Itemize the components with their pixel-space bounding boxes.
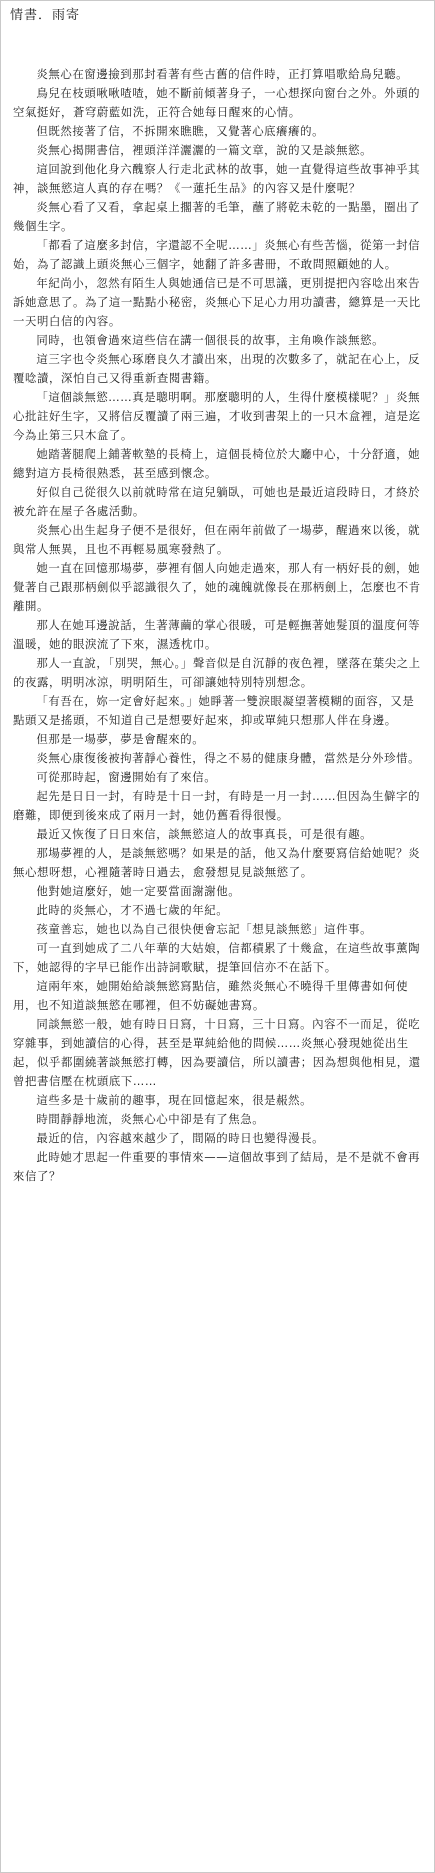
- document-title: 情書．雨寄: [10, 8, 81, 23]
- story-paragraph: 這回說到他化身六醜察人行走北武林的故事，她一直覺得這些故事神乎其神，談無慾這人真的存在嗎？《一蓮托生品》的內容又是什麼呢？: [13, 162, 421, 195]
- story-paragraph: 孩童善忘，她也以為自己很快便會忘記「想見談無慾」這件事。: [36, 922, 373, 936]
- story-paragraph: 她一直在回憶那場夢，夢裡有個人向她走過來，那人有一柄好長的劍，她覺著自己跟那柄劍似乎認識很久了，她的魂魄就像長在那柄劍上，怎麼也不肯離開。: [13, 561, 421, 613]
- story-paragraph: 「都看了這麼多封信，字還認不全呢……」炎無心有些苦惱，從第一封信始，為了認識上頭炎無心三個字，她翻了許多書冊，不敢問照顧她的人。: [13, 238, 421, 271]
- story-paragraph: 那人在她耳邊說話，生著薄繭的掌心很暖，可是輕撫著她髮頂的溫度何等溫暖，她的眼淚流了下來，濕透枕巾。: [13, 618, 421, 651]
- story-paragraph: 可一直到她成了二八年華的大姑娘，信都積累了十幾盒，在這些故事薰陶下，她認得的字早已能作出詩詞歌賦，提筆回信亦不在話下。: [13, 941, 421, 974]
- story-paragraph: 同時，也領會過來這些信在講一個很長的故事，主角喚作談無慾。: [36, 333, 385, 347]
- story-paragraph: 但既然接著了信，不拆開來瞧瞧，又覺著心底癢癢的。: [36, 124, 325, 138]
- story-paragraph: 好似自己從很久以前就時常在這兒躺臥，可她也是最近這段時日，才終於被允許在屋子各處活動。: [13, 485, 421, 518]
- story-paragraph: 最近又恢復了日日來信，談無慾這人的故事真長，可是很有趣。: [36, 827, 373, 841]
- story-paragraph: 鳥兒在枝頭啾啾喳喳，她不斷前傾著身子，一心想探向窗台之外。外頭的空氣挺好，蒼穹蔚藍如洗，正符合她每日醒來的心情。: [13, 86, 421, 119]
- story-body: [13, 65, 422, 1866]
- story-paragraph: 她踏著腿爬上鋪著軟墊的長椅上，這個長椅位於大廳中心，十分舒適，她總對這方長椅很熟悉，甚至感到懷念。: [13, 447, 421, 480]
- story-paragraph: 這三字也令炎無心琢磨良久才讀出來，出現的次數多了，就記在心上，反覆唸讀，深怕自己又得重新查閱書籍。: [13, 352, 421, 385]
- story-paragraph: 他對她這麼好，她一定要當面謝謝他。: [36, 884, 241, 898]
- story-paragraph: 這些多是十歲前的趣事，現在回憶起來，很是赧然。: [36, 1093, 313, 1107]
- story-paragraph: 這兩年來，她開始給談無慾寫點信，雖然炎無心不曉得千里傳書如何使用，也不知道談無慾在哪裡，但不妨礙她書寫。: [13, 979, 409, 1012]
- story-paragraph: 炎無心揭開書信，裡頭洋洋灑灑的一篇文章，說的又是談無慾。: [36, 143, 373, 157]
- story-paragraph: 那場夢裡的人，是談無慾嗎？如果是的話，他又為什麼要寫信給她呢？炎無心想呀想，心裡隨著時日過去，愈發想見見談無慾了。: [13, 846, 421, 879]
- story-paragraph: 炎無心出生起身子便不是很好，但在兩年前做了一場夢，醒過來以後，就與常人無異，且也不再輕易風寒發熱了。: [13, 523, 421, 556]
- story-paragraph: 可從那時起，窗邊開始有了來信。: [36, 770, 217, 784]
- story-paragraph: 起先是日日一封，有時是十日一封，有時是一月一封……但因為生僻字的磨難，即便到後來成了兩月一封，她仍舊看得很慢。: [13, 789, 421, 822]
- story-paragraph: 炎無心康復後被拘著靜心養性，得之不易的健康身體，當然是分外珍惜。: [36, 751, 421, 765]
- story-paragraph: 炎無心在窗邊撿到那封看著有些古舊的信件時，正打算唱歌給鳥兒聽。: [36, 67, 409, 81]
- story-paragraph: 同談無慾一般，她有時日日寫，十日寫，三十日寫。內容不一而足，從吃穿雜事，到她讀信的心得，甚至是單純給他的問候……炎無心發現她從出生起，似乎都圍繞著談無慾打轉，因為要讀信，所以讀書；因為想與他相見，還曾把書信壓在枕頭底下……: [13, 1017, 421, 1088]
- story-paragraph: 「這個談無慾……真是聰明啊。那麼聰明的人，生得什麼模樣呢？」炎無心批註好生字，又將信反覆讀了兩三遍，才收到書架上的一只木盒裡，這是迄今為止第三只木盒了。: [13, 390, 421, 442]
- story-paragraph: 但那是一場夢，夢是會醒來的。: [36, 732, 205, 746]
- story-paragraph: 年紀尚小，忽然有陌生人與她通信已是不可思議，更別提把內容唸出來告訴她意思了。為了這一點點小秘密，炎無心下足心力用功讀書，總算是一天比一天明白信的內容。: [13, 276, 421, 328]
- story-paragraph: 時間靜靜地流，炎無心心中卻是有了焦急。: [36, 1112, 265, 1126]
- story-paragraph: 「有吾在，妳一定會好起來。」她睜著一雙淚眼凝望著模糊的面容，又是點頭又是搖頭，不知道自己是想要好起來，抑或單純只想那人伴在身邊。: [13, 694, 415, 727]
- story-paragraph: 此時她才思起一件重要的事情來——這個故事到了結局，是不是就不會再來信了？: [13, 1150, 421, 1183]
- story-paragraph: 那人一直說，「別哭，無心。」聲音似是自沉靜的夜色裡，墜落在葉尖之上的夜露，明明冰涼，明明陌生，可卻讓她特別特別想念。: [13, 656, 421, 689]
- story-paragraph: 此時的炎無心，才不過七歲的年紀。: [36, 903, 229, 917]
- story-paragraph: 最近的信，內容越來越少了，間隔的時日也變得漫長。: [36, 1131, 325, 1145]
- story-paragraph: 炎無心看了又看，拿起桌上擱著的毛筆，蘸了將乾未乾的一點墨，圈出了幾個生字。: [13, 200, 421, 233]
